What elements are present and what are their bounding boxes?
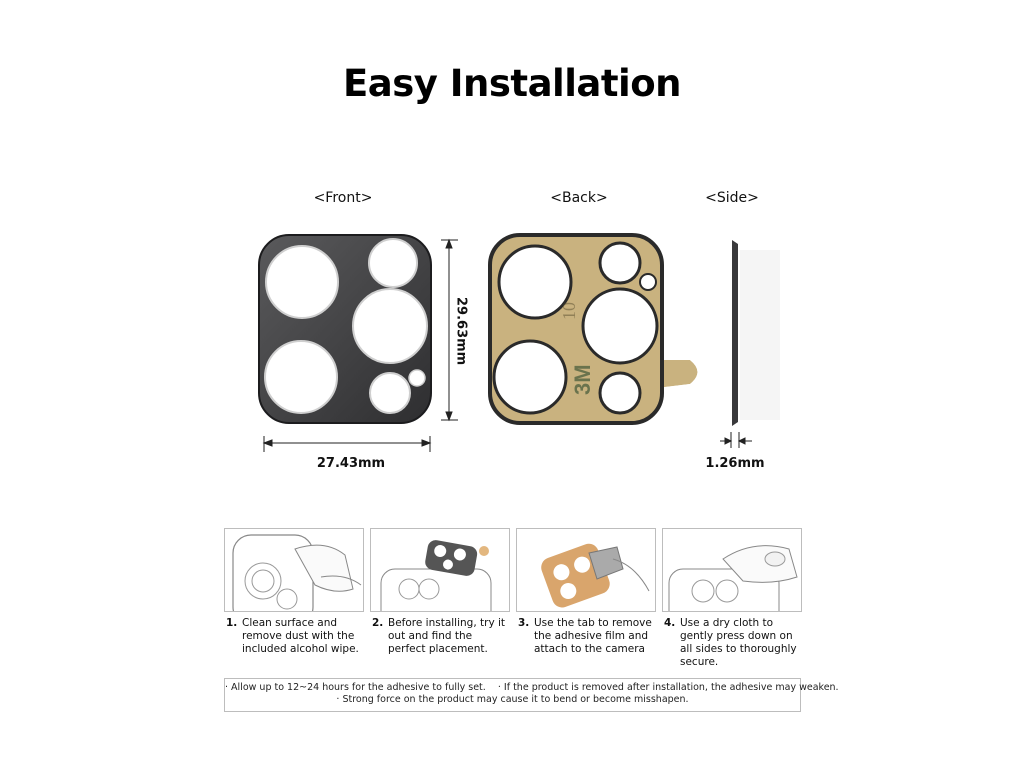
step-4-description: Use a dry cloth to gently press down on all sides to thoroughly secure. [680, 617, 797, 668]
step-4-illustration [662, 528, 802, 612]
step-3-text [518, 617, 658, 656]
width-dimension-line [264, 436, 430, 452]
step-3-description: Use the tab to remove the adhesive film and attach to the camera [534, 617, 652, 655]
height-dimension-label: 29.63mm [453, 296, 469, 366]
caution-note-line-2: · Strong force on the product may cause it to bend or become misshapen. [336, 694, 689, 705]
front-lens-protector [259, 235, 431, 423]
thickness-dimension-line [720, 432, 752, 448]
svg-text:10: 10 [559, 302, 579, 320]
caution-notes-box [224, 678, 839, 712]
front-view-label: <Front> [313, 190, 373, 206]
step-1-illustration [224, 528, 364, 612]
caution-note-line-1: · Allow up to 12~24 hours for the adhesive to fully set. · If the product is removed after installation, the adhesive may weaken. [225, 682, 839, 693]
step-2-number: 2. [372, 617, 384, 629]
step-3-number: 3. [518, 617, 530, 629]
step-4-text [664, 617, 804, 669]
back-lens-protector [490, 235, 698, 423]
step-2-text [372, 617, 512, 656]
side-lens-protector [732, 240, 780, 426]
page-title: Easy Installation [342, 62, 681, 105]
step-1-number: 1. [226, 617, 238, 629]
step-2-description: Before installing, try it out and find the perfect placement. [388, 617, 506, 655]
step-1-text [226, 617, 366, 656]
step-3-illustration [516, 528, 656, 612]
width-dimension-label: 27.43mm [316, 456, 386, 471]
step-2-illustration [370, 528, 510, 612]
step-4-number: 4. [664, 617, 676, 629]
side-view-label: <Side> [705, 190, 759, 206]
step-1-description: Clean surface and remove dust with the included alcohol wipe. [242, 617, 359, 655]
thickness-dimension-label: 1.26mm [705, 456, 765, 471]
svg-text:3M: 3M [570, 364, 595, 395]
back-view-label: <Back> [550, 190, 608, 206]
